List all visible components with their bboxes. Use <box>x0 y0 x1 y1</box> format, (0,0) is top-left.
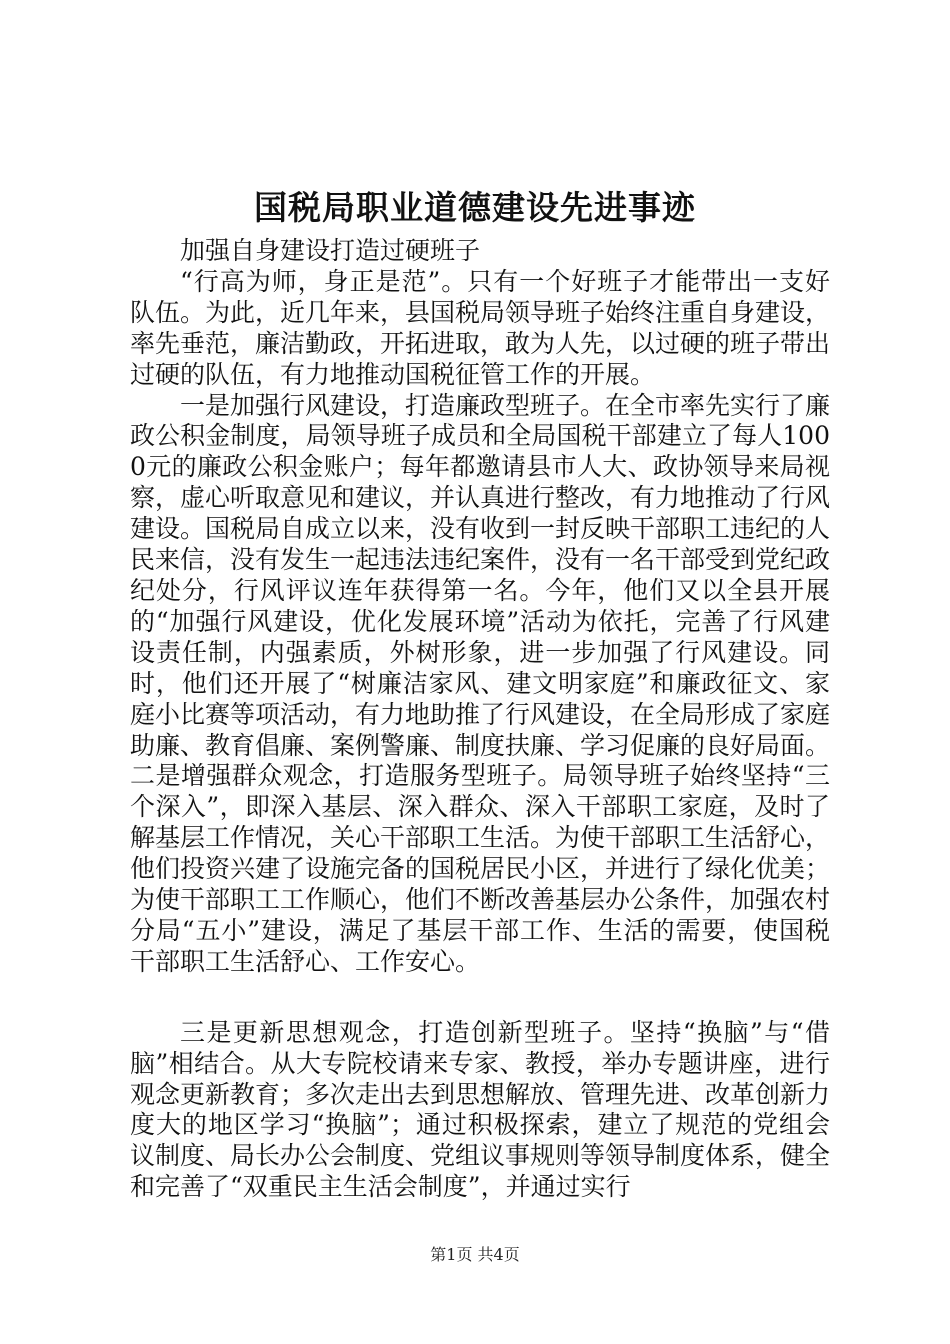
section-heading: 加强自身建设打造过硬班子 <box>180 236 481 265</box>
paragraph-third-point: 三是更新思想观念，打造创新型班子。坚持“换脑”与“借脑”相结合。从大专院校请来专家、教授，举办专题讲座，进行观念更新教育；多次走出去到思想解放、管理先进、改革创新力度大的地区学习“换脑”；通过积极探索，建立了规范的党组会议制度、局长办公会制度、党组议事规则等领导制度体系，健全和完善了“双重民主生活会制度”，并通过实行 <box>130 1017 831 1202</box>
document-body <box>130 236 830 1203</box>
paragraph-spacer <box>130 978 830 1018</box>
document-title: 国税局职业道德建设先进事迹 <box>254 188 696 227</box>
page-number-footer: 第1页 共4页 <box>430 1245 520 1264</box>
paragraph-first-point: 一是加强行风建设，打造廉政型班子。在全市率先实行了廉政公积金制度，局领导班子成员和全局国税干部建立了每人1000元的廉政公积金账户；每年都邀请县市人大、政协领导来局视察，虚心听取意见和建议，并认真进行整改，有力地推动了行风建设。国税局自成立以来，没有收到一封反映干部职工违纪的人民来信，没有发生一起违法违纪案件，没有一名干部受到党纪政纪处分，行风评议连年获得第一名。今年，他们又以全县开展的“加强行风建设，优化发展环境”活动为依托，完善了行风建设责任制，内强素质，外树形象，进一步加强了行风建设。同时，他们还开展了“树廉洁家风、建文明家庭”和廉政征文、家庭小比赛等项活动，有力地助推了行风建设，在全局形成了家庭助廉、教育倡廉、案例警廉、制度扶廉、学习促廉的良好局面。二是增强群众观念，打造服务型班子。局领导班子始终坚持“三个深入”，即深入基层、深入群众、深入干部职工家庭，及时了解基层工作情况，关心干部职工生活。为使干部职工生活舒心，他们投资兴建了设施完备的国税居民小区，并进行了绿化优美；为使干部职工工作顺心，他们不断改善基层办公条件，加强农村分局“五小”建设，满足了基层干部工作、生活的需要，使国税干部职工生活舒心、工作安心。 <box>130 390 831 976</box>
paragraph-intro: “行高为师，身正是范”。只有一个好班子才能带出一支好队伍。为此，近几年来，县国税局领导班子始终注重自身建设，率先垂范，廉洁勤政，开拓进取，敢为人先，以过硬的班子带出过硬的队伍，有力地推动国税征管工作的开展。 <box>130 266 831 389</box>
